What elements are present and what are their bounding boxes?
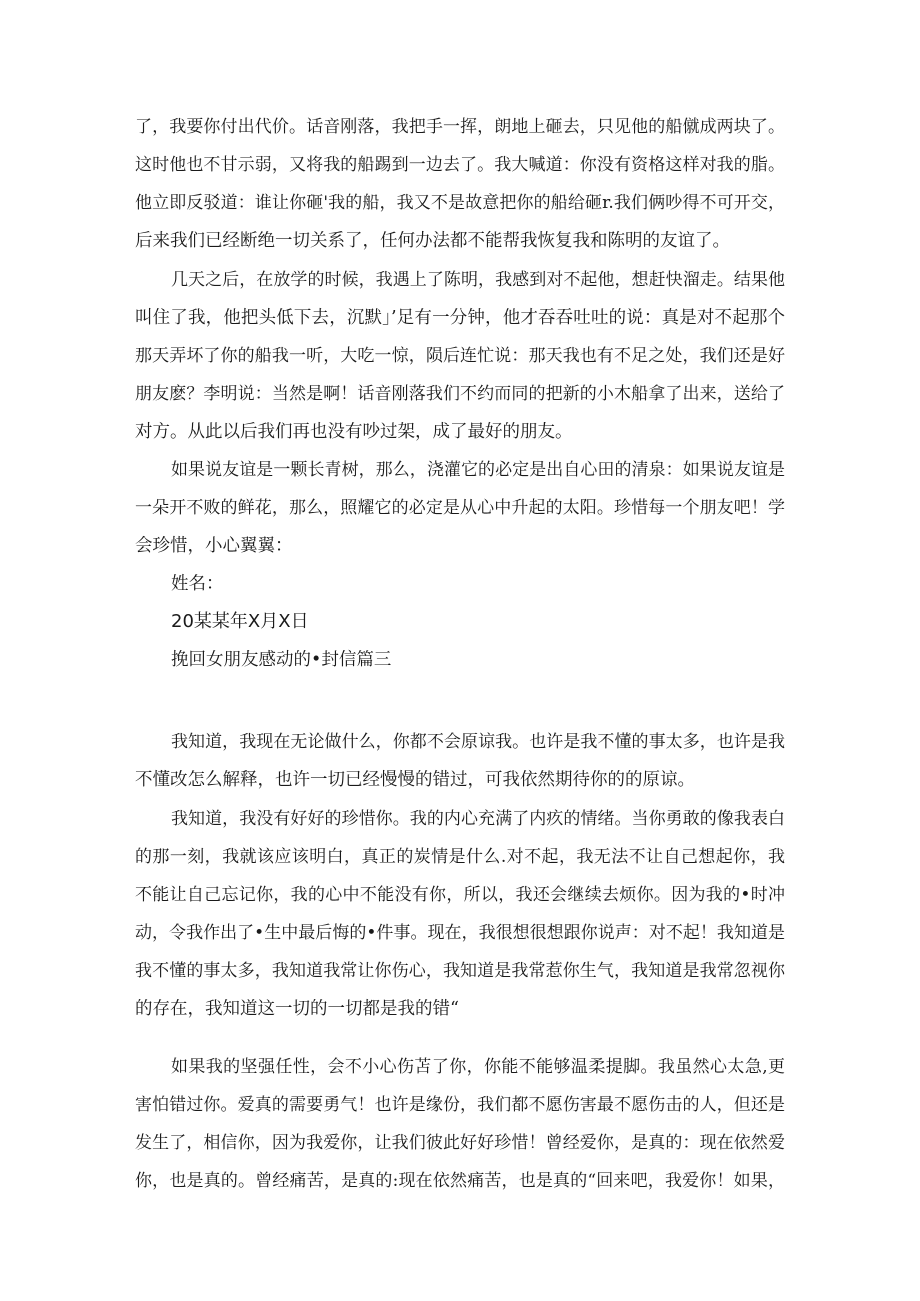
paragraph-line: 不能让自己忘记你，我的心中不能没有你，所以，我还会继续去烦你。因为我的•时冲 xyxy=(135,885,785,905)
signature-name: 姓名： xyxy=(171,574,224,594)
paragraph-line: 会珍惜，小心翼翼： xyxy=(135,536,293,556)
section-heading: 挽回女朋友感动的•封信篇三 xyxy=(171,650,392,670)
paragraph-line: 动，令我作出了•生中最后悔的•件事。现在，我很想很想跟你说声：对不起！我知道是 xyxy=(135,923,785,943)
paragraph-line: 不懂改怎么解释，也许一切已经慢慢的错过，可我依然期待你的的原谅。 xyxy=(135,770,695,790)
paragraph-line: 叫住了我，他把头低下去，沉默」’足有一分钟，他才吞吞吐吐的说：真是对不起那个 xyxy=(135,308,785,328)
paragraph-line: 你，也是真的。曾经痛苦，是真的:现在依然痛苦，也是真的“回来吧，我爱你！如果， xyxy=(135,1171,785,1191)
paragraph-line: 我不懂的事太多，我知道我常让你伤心，我知道是我常惹你生气，我知道是我常忽视你 xyxy=(135,961,785,981)
paragraph-line: 害怕错过你。爱真的需要勇气！也许是缘份，我们都不愿伤害最不愿伤击的人，但还是 xyxy=(135,1095,785,1115)
paragraph-line: 的那一刻，我就该应该明白，真正的炭情是什么.对不起，我无法不让自己想起你，我 xyxy=(135,847,785,867)
paragraph-line: 了，我要你付出代价。话音刚落，我把手一挥，朗地上砸去，只见他的船僦成两块了。 xyxy=(135,117,785,137)
paragraph-line: 如果说友谊是一颗长青树，那么，浇灌它的必定是出自心田的清泉：如果说友谊是 xyxy=(171,460,785,480)
letter-date: 20某某年X月X日 xyxy=(171,611,309,632)
paragraph-line: 后来我们已经断绝一切关系了，任何办法都不能帮我恢复我和陈明的友谊了。 xyxy=(135,231,730,251)
paragraph-line: 发生了，相信你，因为我爱你，让我们彼此好好珍惜！曾经爱你，是真的：现在依然爱 xyxy=(135,1133,785,1153)
paragraph-line: 如果我的坚强任性，会不小心伤苫了你，你能不能够温柔提脚。我虽然心太急,更 xyxy=(171,1057,785,1077)
paragraph-line: 对方。从此以后我们再也没有吵过架，成了最好的朋友。 xyxy=(135,422,573,442)
paragraph-line: 我知道，我没有好好的珍惜你。我的内心充满了内疚的情绪。当你勇敢的像我表白 xyxy=(171,809,785,829)
paragraph-line: 几天之后，在放学的时候，我遇上了陈明，我感到对不起他，想赶快溜走。结果他 xyxy=(171,270,785,290)
paragraph-line: 那天弄坏了你的船我一听，大吃一惊，陨后连忙说：那天我也有不足之处，我们还是好 xyxy=(135,346,785,366)
paragraph-line: 他立即反驳道：谁让你砸'我的船，我又不是故意把你的船给砸r.我们俩吵得不可开交， xyxy=(135,193,785,213)
paragraph-line: 朋友麽？李明说：当然是啊！话音刚落我们不约而同的把新的小木船拿了出来，送给了 xyxy=(135,384,785,404)
paragraph-line: 一朵开不败的鲜花，那么，照耀它的必定是从心中升起的太阳。珍惜每一个朋友吧！学 xyxy=(135,498,785,518)
paragraph-line: 这时他也不甘示弱，又将我的船踢到一边去了。我大喊道：你没有资格这样对我的脂。 xyxy=(135,155,785,175)
paragraph-line: 的存在，我知道这一切的一切都是我的错“ xyxy=(135,999,459,1019)
paragraph-line: 我知道，我现在无论做什么，你都不会原谅我。也许是我不懂的事太多，也许是我 xyxy=(171,732,785,752)
